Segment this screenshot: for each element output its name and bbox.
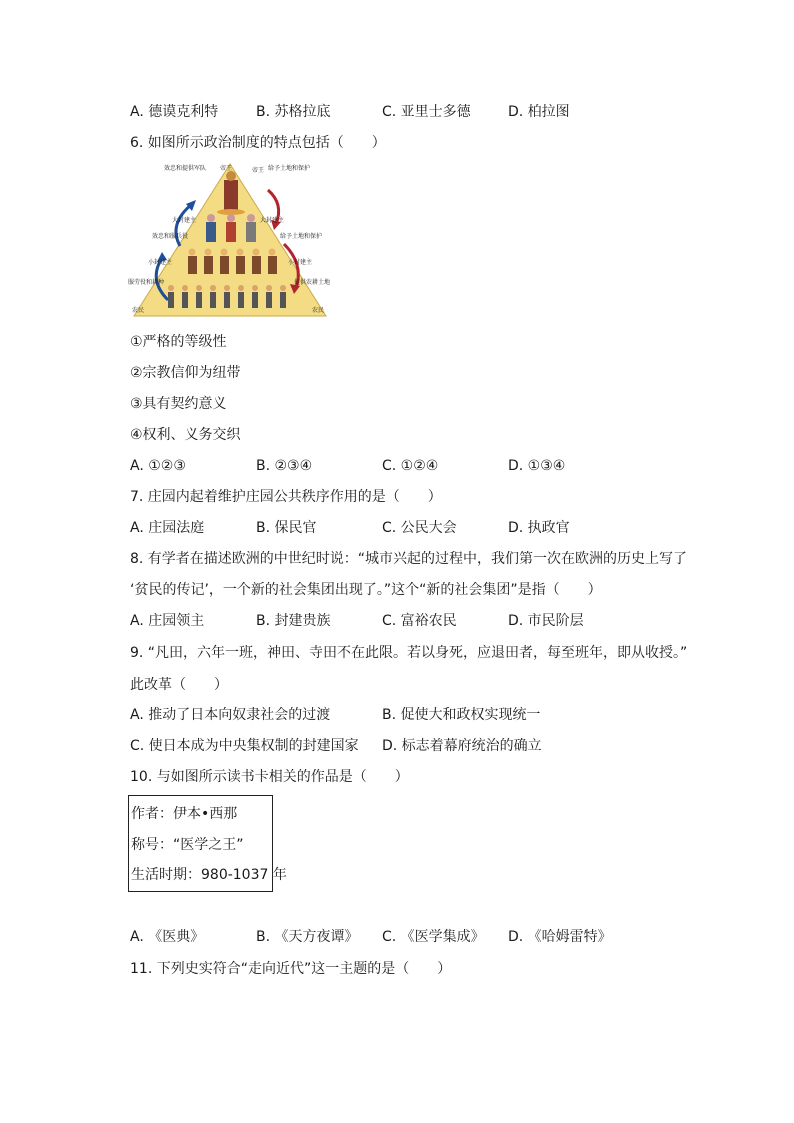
q9-option-d: D. 标志着幕府统治的确立 [382, 738, 542, 754]
q8-option-b: B. 封建贵族 [256, 613, 331, 629]
q10-stem: 10. 与如图所示读书卡相关的作品是（ ） [130, 769, 409, 785]
q7-option-a: A. 庄园法庭 [130, 520, 205, 536]
label-emperor-right: 帝王 [252, 167, 265, 174]
q6-item-1: ①严格的等级性 [130, 334, 227, 350]
q5-option-a: A. 德谟克利特 [130, 104, 219, 120]
label-left-mid-note: 效忠和服兵役 [152, 233, 189, 240]
q8-stem-line2: ‘贫民的传记’，一个新的社会集团出现了。”这个“新的社会集团”是指（ ） [130, 582, 602, 598]
card-author: 作者：伊本•西那 [131, 806, 238, 822]
card-title: 称号：“医学之王” [131, 837, 244, 853]
q5-option-c: C. 亚里士多德 [382, 104, 471, 120]
q8-option-c: C. 富裕农民 [382, 613, 457, 629]
q8-option-d: D. 市民阶层 [508, 613, 584, 629]
q9-stem-line1: 9. “凡田，六年一班，神田、寺田不在此限。若以身死，应退田者，每至班年，即从收授。” [130, 645, 688, 661]
q10-option-c: C. 《医学集成》 [382, 929, 485, 945]
q11-stem: 11. 下列史实符合“走向近代”这一主题的是（ ） [130, 961, 452, 977]
q10-option-b: B. 《天方夜谭》 [256, 929, 359, 945]
q10-option-d: D. 《哈姆雷特》 [508, 929, 612, 945]
label-peasant-right: 农民 [312, 307, 325, 314]
q6-stem: 6. 如图所示政治制度的特点包括（ ） [130, 135, 386, 151]
q6-option-d: D. ①③④ [508, 458, 566, 474]
q9-option-c: C. 使日本成为中央集权制的封建国家 [130, 738, 359, 754]
q8-stem-line1: 8. 有学者在描述欧洲的中世纪时说：“城市兴起的过程中，我们第一次在欧洲的历史上写了 [130, 551, 688, 567]
q5-option-d: D. 柏拉图 [508, 104, 570, 120]
q6-option-a: A. ①②③ [130, 458, 186, 474]
reading-card [128, 795, 287, 892]
label-right-mid-note: 给予土地和保护 [280, 233, 323, 240]
q5-option-b: B. 苏格拉底 [256, 104, 331, 120]
q6-item-2: ②宗教信仰为纽带 [130, 365, 241, 381]
q6-option-b: B. ②③④ [256, 458, 313, 474]
q9-option-b: B. 促使大和政权实现统一 [382, 707, 541, 723]
label-right-bottom-note: 提供农耕土地 [294, 279, 331, 286]
q9-option-a: A. 推动了日本向奴隶社会的过渡 [130, 707, 331, 723]
q7-option-c: C. 公民大会 [382, 520, 457, 536]
q6-item-3: ③具有契约意义 [130, 396, 227, 412]
q8-option-a: A. 庄园领主 [130, 613, 205, 629]
q6-item-4: ④权利、义务交织 [130, 427, 241, 443]
q7-option-b: B. 保民官 [256, 520, 317, 536]
feudal-pyramid-figure [128, 160, 332, 320]
q7-option-d: D. 执政官 [508, 520, 570, 536]
q9-stem-line2: 此改革（ ） [130, 677, 228, 693]
q7-stem: 7. 庄园内起着维护庄园公共秩序作用的是（ ） [130, 489, 442, 505]
label-small-lord-left: 小封建主 [148, 259, 173, 266]
card-period: 生活时期：980-1037 年 [131, 867, 287, 883]
label-small-lord-right: 小封建主 [288, 259, 313, 266]
label-emperor-top: 帝王 [220, 165, 233, 172]
label-great-lord-left: 大封建主 [172, 217, 197, 224]
label-right-top-note: 给予土地和保护 [268, 165, 311, 172]
label-left-top-note: 效忠和提供军队 [164, 165, 207, 172]
q10-option-a: A. 《医典》 [130, 929, 205, 945]
label-left-bottom-note: 服劳役和耕种 [128, 279, 165, 286]
q6-option-c: C. ①②④ [382, 458, 439, 474]
label-peasant-left: 农民 [132, 307, 145, 314]
label-great-lord-right: 大封建主 [260, 217, 285, 224]
